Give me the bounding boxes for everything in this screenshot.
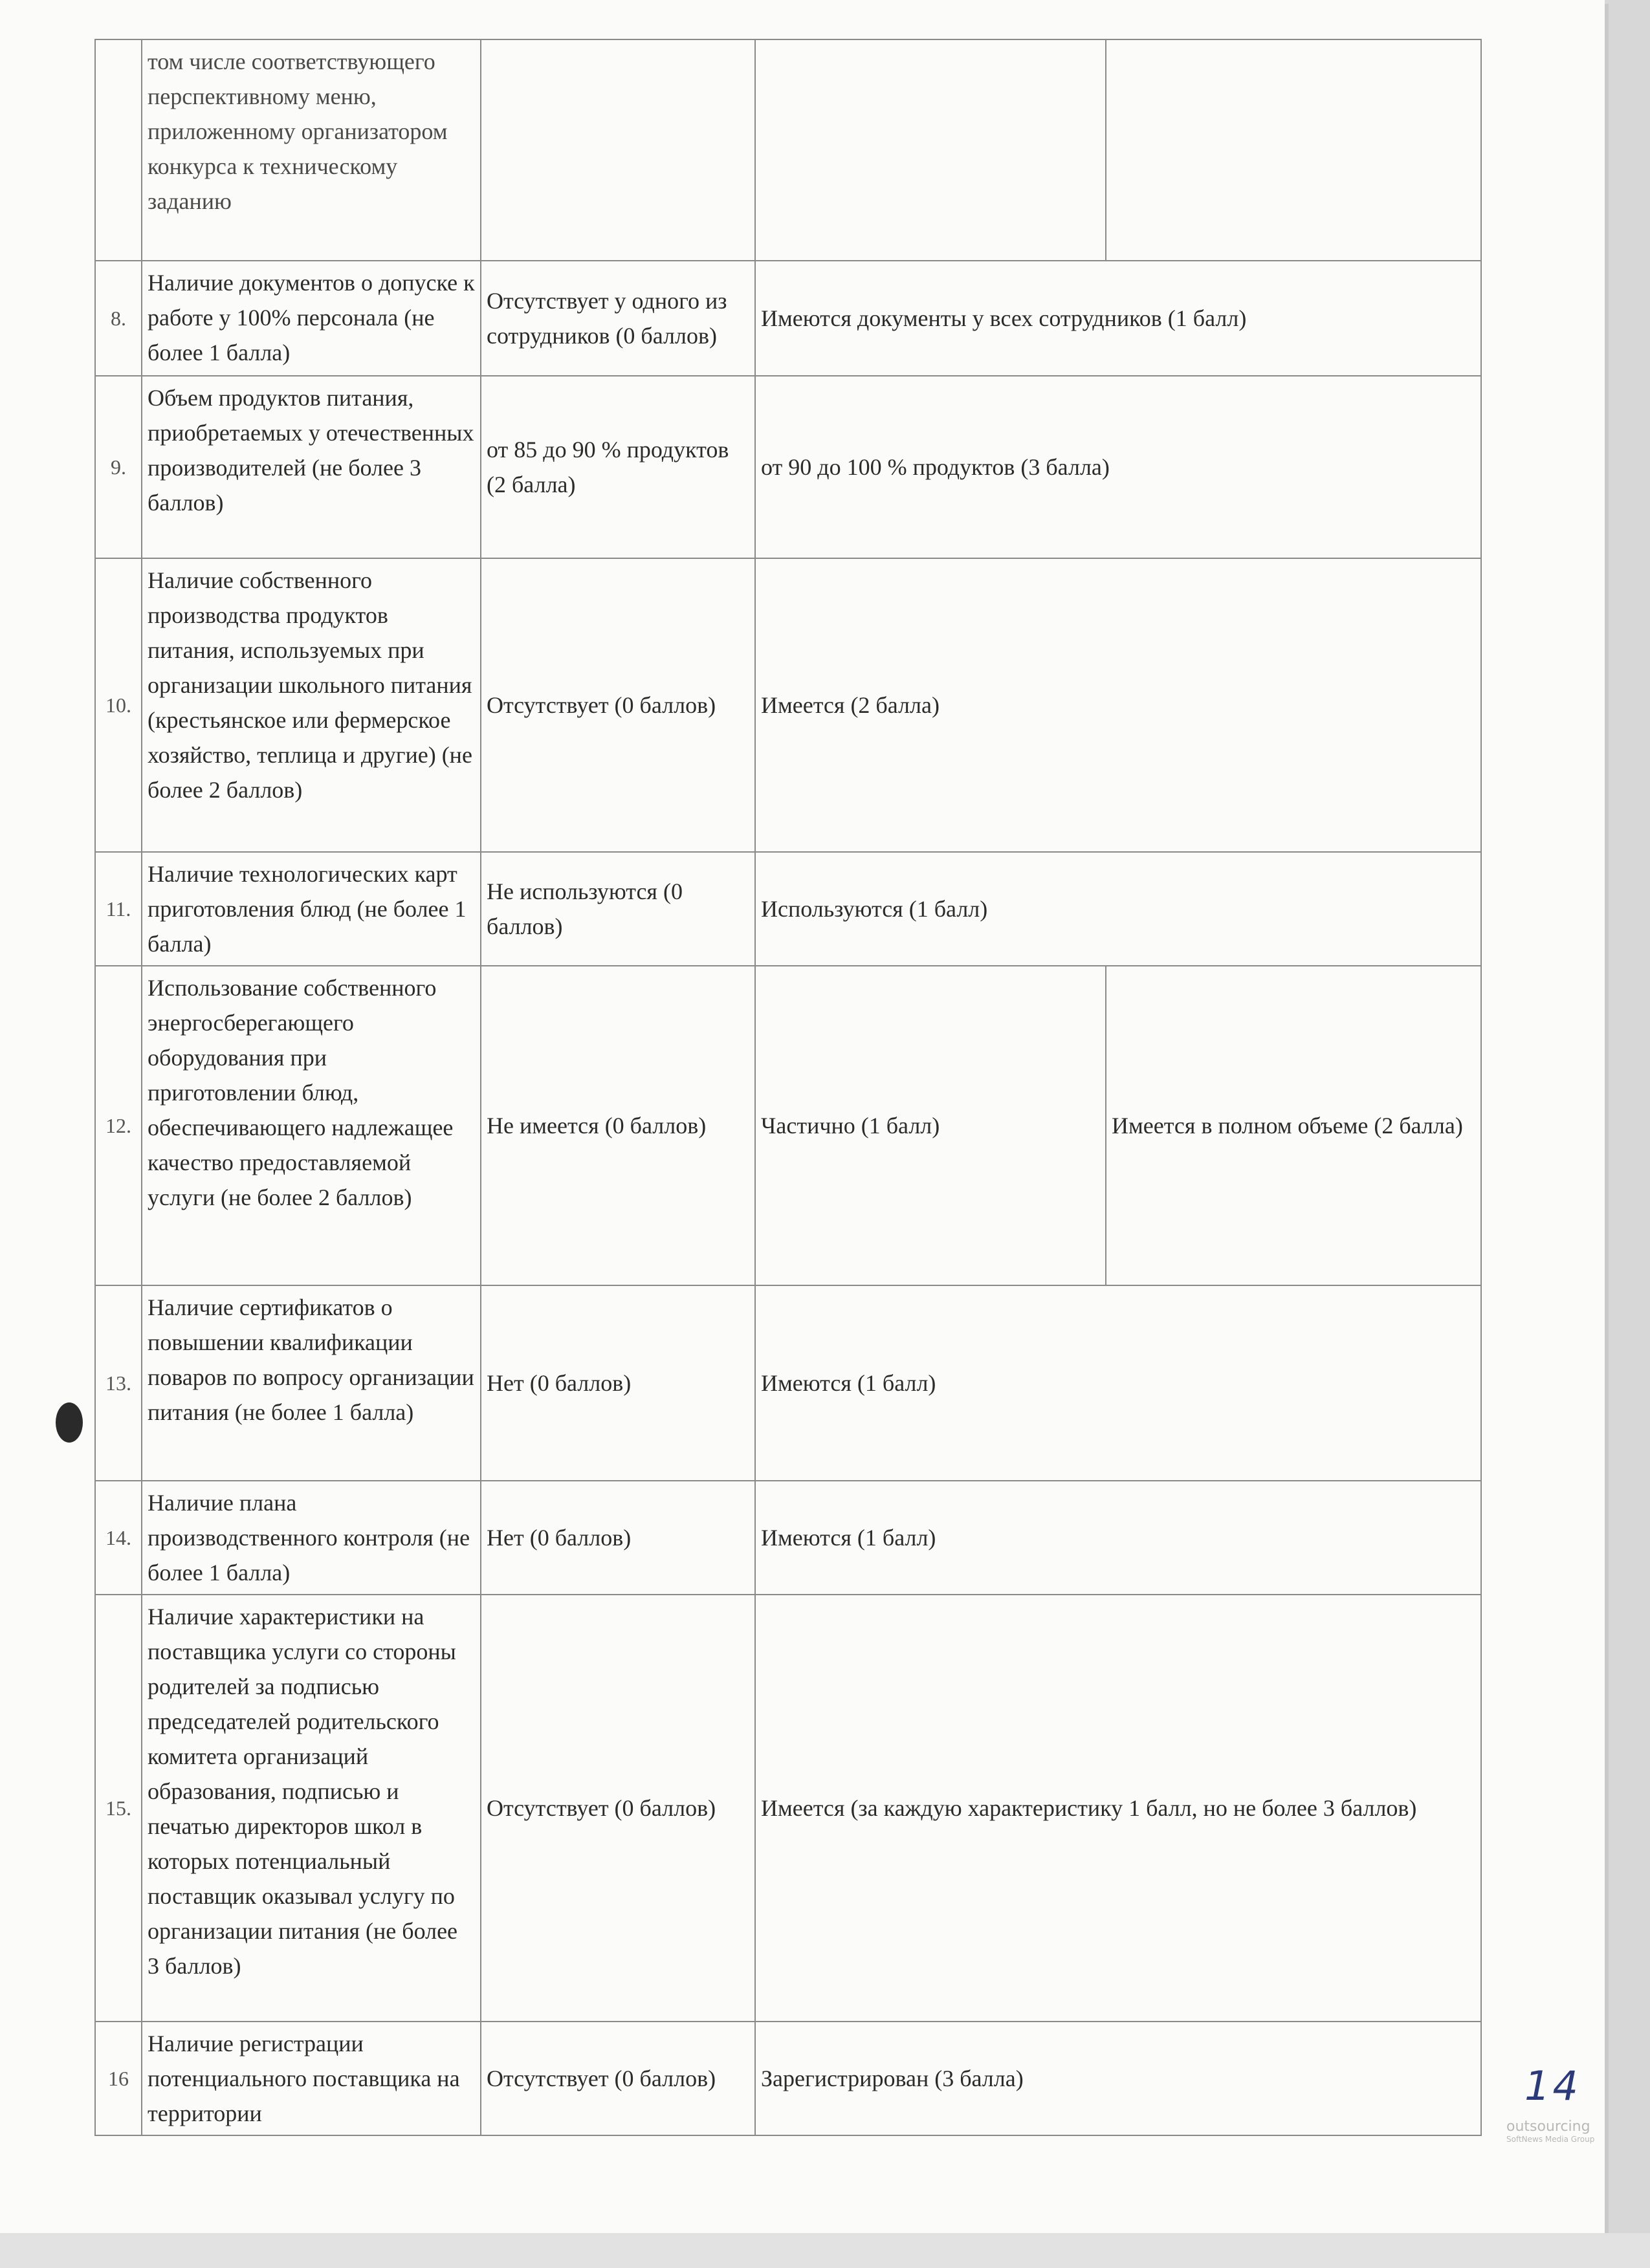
score-cell-high: Имеются документы у всех сотрудников (1 балл) — [755, 261, 1481, 376]
table-row — [95, 39, 1481, 261]
criterion-cell: Наличие собственного производства продуктов питания, используемых при организации школьного питания (крестьянское или фермерское хозяйство, теплица и другие) (не более 2 баллов) — [142, 558, 481, 852]
row-number: 15. — [95, 1595, 142, 2022]
watermark-subtitle: SoftNews Media Group — [1506, 2135, 1595, 2144]
criterion-cell: Наличие сертификатов о повышении квалификации поваров по вопросу организации питания (не более 1 балла) — [142, 1285, 481, 1481]
score-cell-high — [1106, 39, 1481, 261]
row-number: 9. — [95, 376, 142, 558]
score-cell-high: Имеется (2 балла) — [755, 558, 1481, 852]
score-cell-low: от 85 до 90 % продуктов (2 балла) — [481, 376, 755, 558]
row-number: 10. — [95, 558, 142, 852]
scan-border — [0, 2233, 1650, 2268]
table-row — [95, 261, 1481, 376]
table-row — [95, 852, 1481, 966]
scanner-watermark — [1506, 2119, 1594, 2144]
row-number: 16 — [95, 2022, 142, 2135]
score-cell-high: Зарегистрирован (3 балла) — [755, 2022, 1481, 2135]
table-row — [95, 2022, 1481, 2135]
table-row — [95, 1285, 1481, 1481]
criterion-cell: Наличие технологических карт приготовления блюд (не более 1 балла) — [142, 852, 481, 966]
row-number: 13. — [95, 1285, 142, 1481]
row-number: 14. — [95, 1481, 142, 1595]
row-number: 12. — [95, 966, 142, 1285]
criterion-cell: Наличие плана производственного контроля (не более 1 балла) — [142, 1481, 481, 1595]
criterion-cell: Наличие характеристики на поставщика услуги со стороны родителей за подписью председателей родительского комитета организаций образования, подписью и печатью директоров школ в которых потенциальный поставщик оказывал услугу по организации питания (не более 3 баллов) — [142, 1595, 481, 2022]
score-cell-high: Используются (1 балл) — [755, 852, 1481, 966]
score-cell-high: Имеются (1 балл) — [755, 1481, 1481, 1595]
score-cell-low: Отсутствует (0 баллов) — [481, 1595, 755, 2022]
score-cell-high: Имеется (за каждую характеристику 1 балл, но не более 3 баллов) — [755, 1595, 1481, 2022]
score-cell-low: Отсутствует (0 баллов) — [481, 2022, 755, 2135]
criterion-cell: Наличие регистрации потенциального поставщика на территории — [142, 2022, 481, 2135]
criterion-cell: Наличие документов о допуске к работе у 100% персонала (не более 1 балла) — [142, 261, 481, 376]
table-row — [95, 376, 1481, 558]
score-cell-high: Имеются (1 балл) — [755, 1285, 1481, 1481]
row-number: 11. — [95, 852, 142, 966]
table-row — [95, 966, 1481, 1285]
criterion-cell: Объем продуктов питания, приобретаемых у отечественных производителей (не более 3 баллов) — [142, 376, 481, 558]
row-number: 8. — [95, 261, 142, 376]
page-number: 14 — [1524, 2062, 1581, 2110]
table-row — [95, 1481, 1481, 1595]
score-cell-low: Не имеется (0 баллов) — [481, 966, 755, 1285]
score-cell-mid: Частично (1 балл) — [755, 966, 1106, 1285]
score-cell-low: Отсутствует у одного из сотрудников (0 баллов) — [481, 261, 755, 376]
score-cell-high: Имеется в полном объеме (2 балла) — [1106, 966, 1481, 1285]
score-cell-mid — [755, 39, 1106, 261]
score-cell-low: Нет (0 баллов) — [481, 1285, 755, 1481]
criterion-cell: том числе соответствующего перспективному меню, приложенному организатором конкурса к техническому заданию — [142, 39, 481, 261]
punch-hole-mark — [56, 1402, 83, 1443]
score-cell-low — [481, 39, 755, 261]
score-cell-low: Не используются (0 баллов) — [481, 852, 755, 966]
table-row — [95, 558, 1481, 852]
watermark-brand: outsourcing — [1506, 2119, 1590, 2135]
score-cell-high: от 90 до 100 % продуктов (3 балла) — [755, 376, 1481, 558]
score-cell-low: Отсутствует (0 баллов) — [481, 558, 755, 852]
score-cell-low: Нет (0 баллов) — [481, 1481, 755, 1595]
criteria-table — [94, 39, 1482, 2136]
criterion-cell: Использование собственного энергосберегающего оборудования при приготовлении блюд, обеспечивающего надлежащее качество предоставляемой услуги (не более 2 баллов) — [142, 966, 481, 1285]
table-row — [95, 1595, 1481, 2022]
row-number — [95, 39, 142, 261]
